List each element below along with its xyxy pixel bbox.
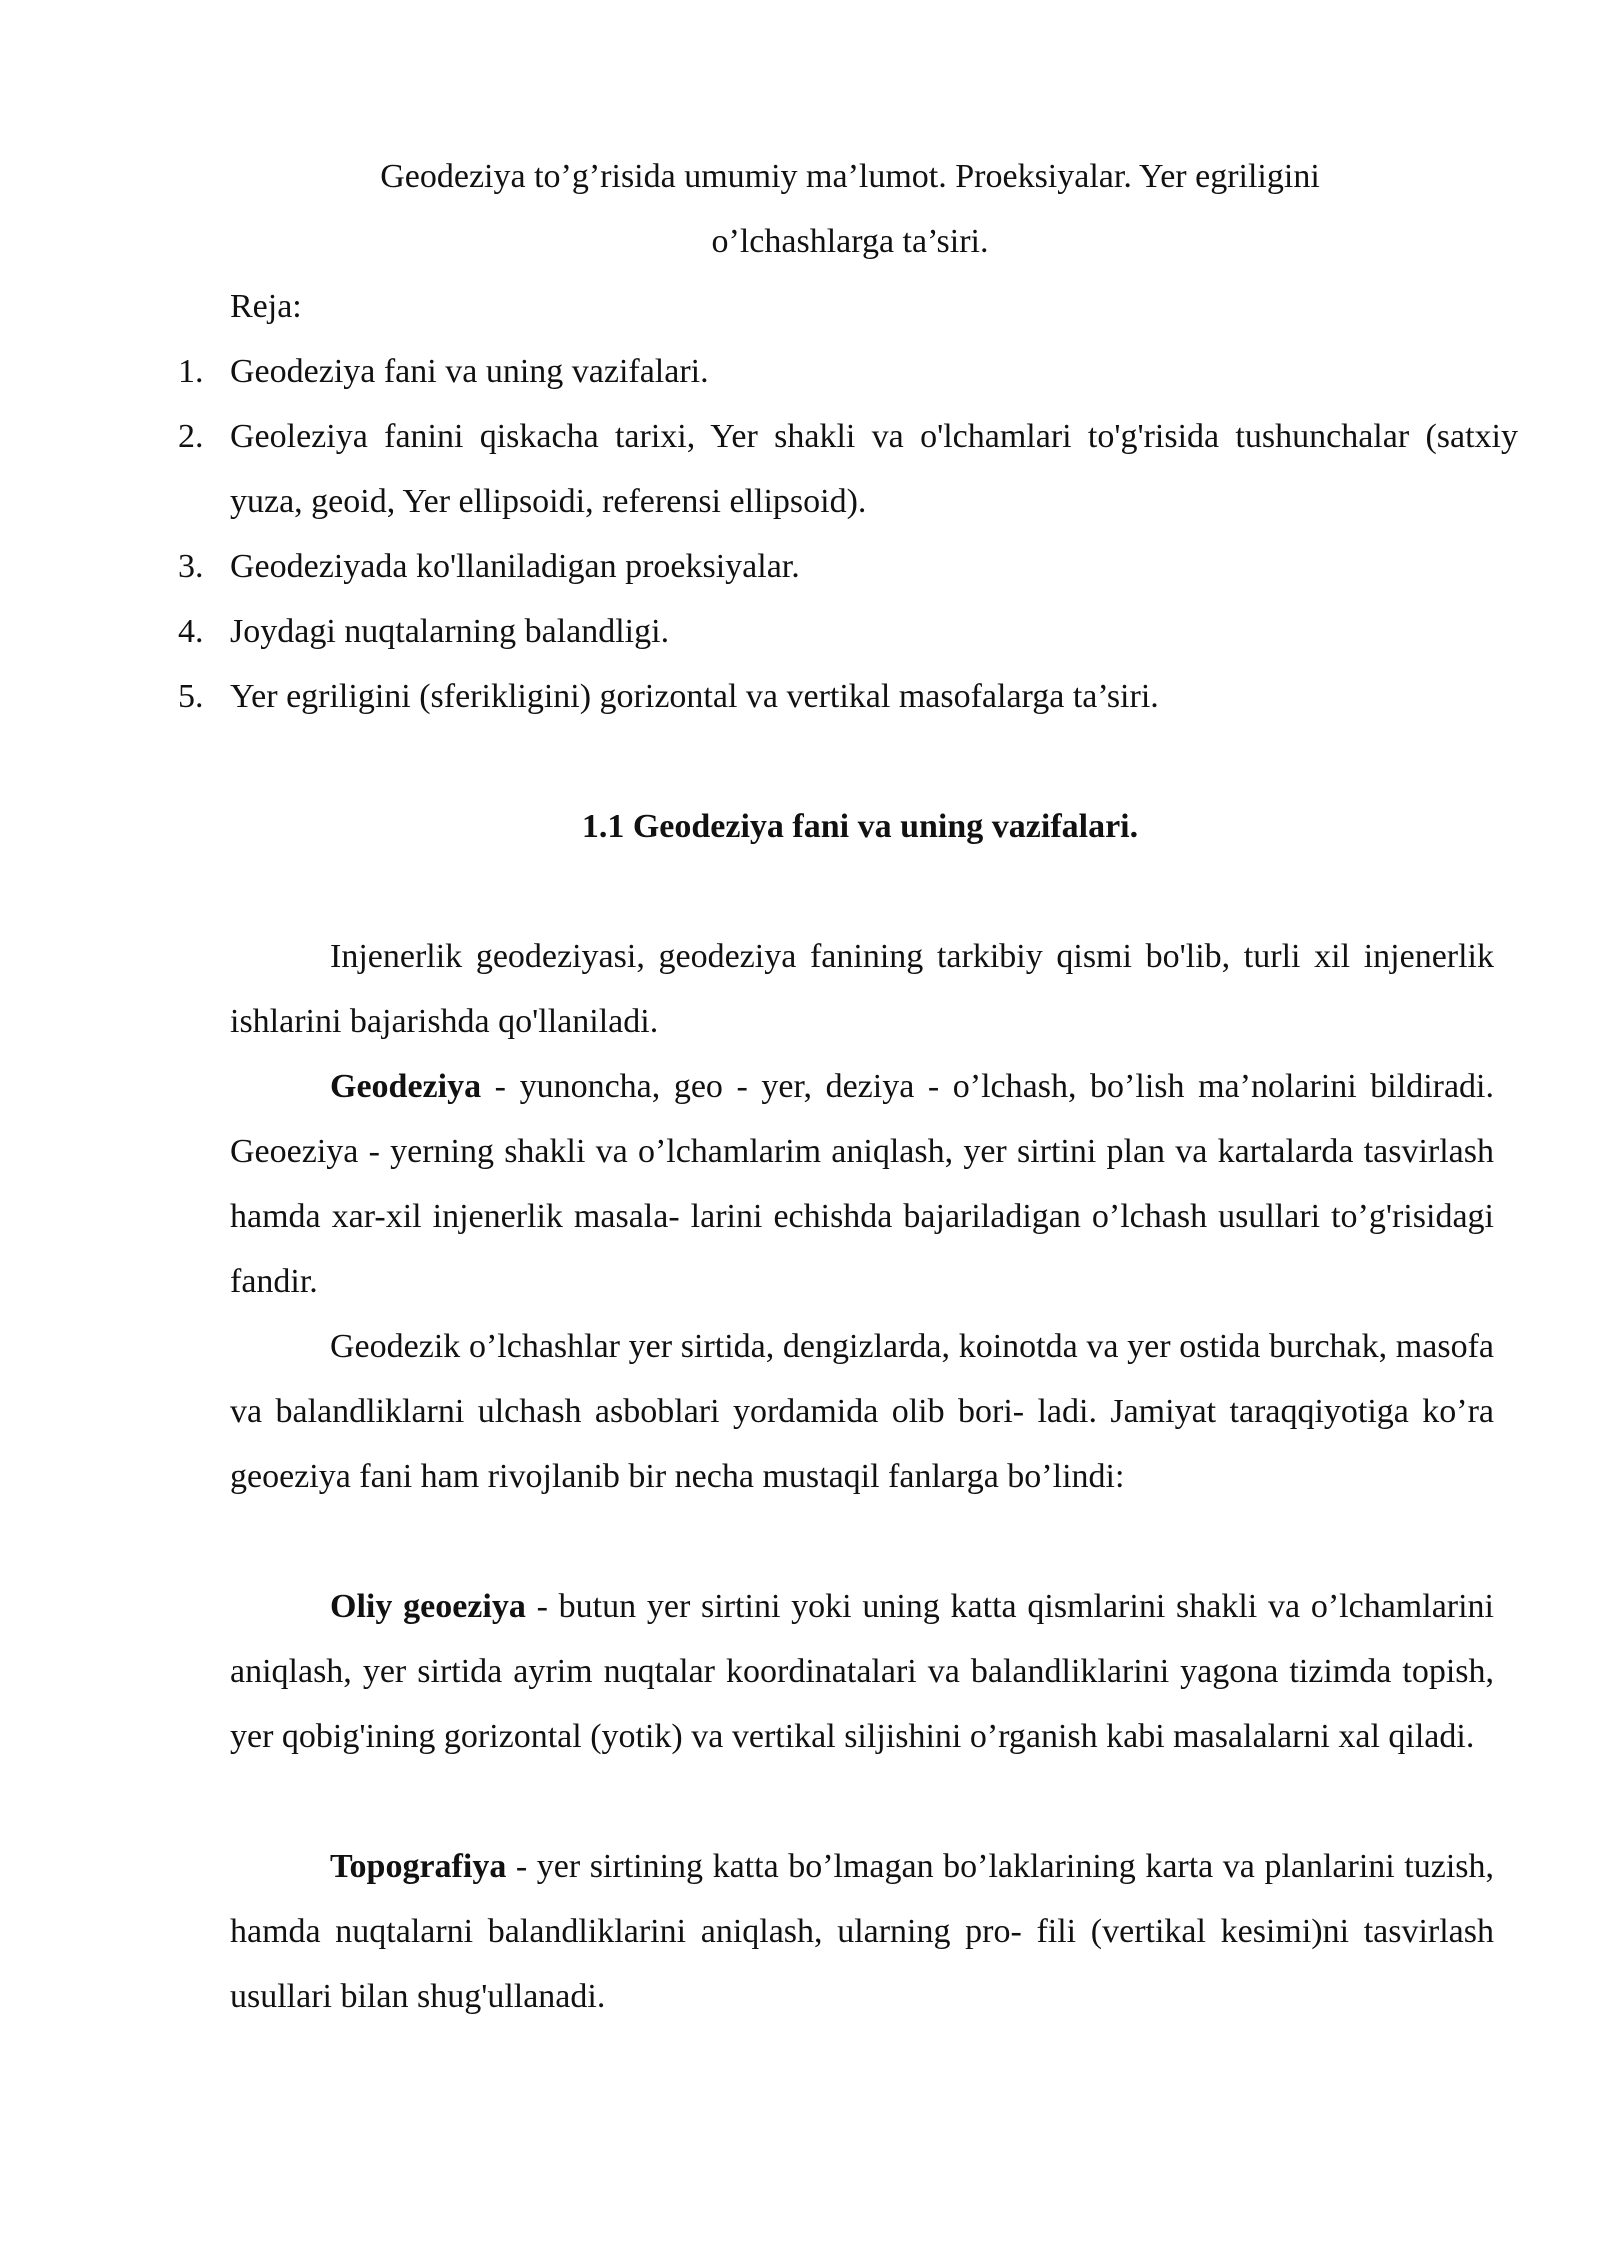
paragraph-text: Injenerlik geodeziyasi, geodeziya fanining tarkibiy qismi bo'lib, turli xil injenerlik ishlarini bajarishda qo'llaniladi. [230,938,1494,1040]
paragraph [230,1834,1494,2029]
term-bold: Oliy geoeziya [330,1588,526,1625]
paragraph [230,1054,1494,1314]
paragraph [230,924,1494,1054]
plan-item-number: 1. [178,353,204,390]
title-line-1: Geodeziya to’g’risida umumiy ma’lumot. Proeksiyalar. Yer egriligini [380,158,1320,195]
plan-item-text: Geodeziyada ko'llaniladigan proeksiyalar. [230,548,800,585]
plan-item-number: 2. [178,418,204,455]
plan-item [178,404,1518,534]
paragraph-text: Geodezik o’lchashlar yer sirtida, dengizlarda, koinotda va yer ostida burchak, masofa va balandliklarni ulchash asboblari yordamida olib bori- ladi. Jamiyat taraqqiyotiga ko’ra geoeziya fani ham rivojlanib bir necha mustaqil fanlarga bo’lindi: [230,1328,1494,1495]
plan-item [178,599,1518,664]
plan-item-number: 4. [178,613,204,650]
plan-item [178,339,1518,404]
plan-item [178,534,1518,599]
plan-item-text: Geoleziya fanini qiskacha tarixi, Yer shakli va o'lchamlari to'g'risida tushunchalar (satxiy yuza, geoid, Yer ellipsoidi, referensi ellipsoid). [230,418,1518,520]
plan-item-number: 5. [178,678,204,715]
term-bold: Topografiya [330,1848,507,1885]
plan-item-text: Joydagi nuqtalarning balandligi. [230,613,670,650]
title-line-2: o’lchashlarga ta’siri. [711,223,989,260]
section-heading: 1.1 Geodeziya fani va uning vazifalari. [581,808,1139,845]
paragraph-text: - butun yer sirtini yoki uning katta qismlarini shakli va o’lchamlarini aniqlash, yer sirtida ayrim nuqtalar koordinatalari va balandliklarini yagona tizimda topish, yer qobig'ining gorizontal (yotik) va vertikal siljishini o’rganish kabi masalalarni xal qiladi. [230,1588,1494,1755]
paragraph-text: - yer sirtining katta bo’lmagan bo’laklarining karta va planlarini tuzish, hamda nuqtalarni balandliklarini aniqlash, ularning pro- fili (vertikal kesimi)ni tasvirlash usullari bilan shug'ullanadi. [230,1848,1494,2015]
plan-item-text: Geodeziya fani va uning vazifalari. [230,353,709,390]
plan-item [178,664,1518,729]
paragraph [230,1574,1494,1769]
plan-item-text: Yer egriligini (sferikligini) gorizontal va vertikal masofalarga ta’siri. [230,678,1159,715]
paragraph [230,1314,1494,1509]
plan-label: Reja: [230,288,302,325]
term-bold: Geodeziya [330,1068,482,1105]
paragraph-text: - yunoncha, geo - yer, deziya - o’lchash, bo’lish ma’nolarini bildiradi. Geoeziya - yerning shakli va o’lchamlarim aniqlash, yer sirtini plan va kartalarda tasvirlash hamda xar-xil injenerlik masala- larini echishda bajariladigan o’lchash usullari to’g'risidagi fandir. [230,1068,1494,1300]
plan-item-number: 3. [178,548,204,585]
